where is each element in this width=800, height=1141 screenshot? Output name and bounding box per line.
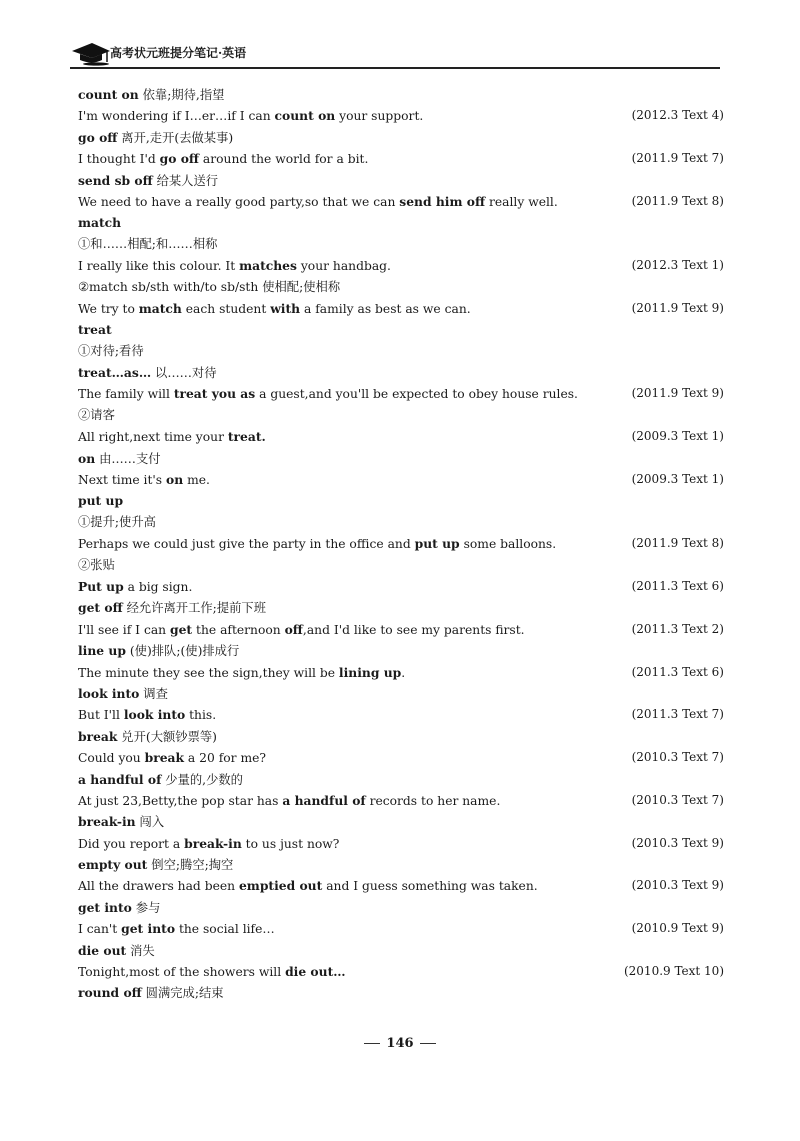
headword-term: ②match sb/sth with/to sb/sth bbox=[78, 279, 259, 294]
source-citation: (2011.9 Text 8) bbox=[631, 193, 724, 208]
source-citation: (2011.9 Text 9) bbox=[631, 386, 724, 401]
example-keyword: break-in bbox=[184, 835, 242, 851]
chinese-gloss: 给某人送行 bbox=[152, 173, 219, 188]
entry-headword bbox=[78, 127, 728, 148]
header-title: 高考状元班提分笔记·英语 bbox=[110, 46, 247, 60]
entry-list bbox=[78, 84, 728, 1004]
headword-term: treat bbox=[78, 322, 112, 338]
headword-term: die out bbox=[78, 942, 127, 958]
example-text: a guest,and you'll be expected to obey house rules. bbox=[255, 387, 578, 402]
entry-headword bbox=[78, 683, 728, 704]
example-text: . bbox=[401, 665, 406, 680]
example-text: the afternoon bbox=[192, 622, 285, 637]
example-sentence bbox=[78, 576, 728, 597]
example-keyword: matches bbox=[239, 258, 297, 274]
chinese-gloss: 兑开(大额钞票等) bbox=[117, 729, 217, 744]
headword-term: a handful of bbox=[78, 771, 162, 787]
headword-term: count on bbox=[78, 87, 139, 102]
example-text: I really like this colour. It bbox=[78, 259, 240, 274]
example-text: and I guess something was taken. bbox=[322, 879, 538, 894]
example-sentence bbox=[78, 833, 728, 854]
headword-term: put up bbox=[78, 493, 124, 509]
entry-headword bbox=[78, 84, 728, 105]
headword-term: on bbox=[78, 450, 96, 466]
source-citation: (2009.3 Text 1) bbox=[631, 472, 724, 487]
headword-term: break bbox=[78, 728, 118, 744]
source-citation: (2010.9 Text 10) bbox=[623, 964, 724, 979]
source-citation: (2011.9 Text 7) bbox=[631, 151, 724, 166]
example-text: this. bbox=[185, 708, 217, 723]
headword-term: get into bbox=[78, 899, 132, 915]
example-sentence bbox=[78, 918, 728, 939]
source-citation: (2011.9 Text 8) bbox=[631, 536, 724, 551]
example-text: Perhaps we could just give the party in the office and bbox=[78, 537, 415, 552]
source-citation: (2010.3 Text 7) bbox=[631, 750, 724, 765]
example-sentence bbox=[78, 533, 728, 554]
example-sentence bbox=[78, 747, 728, 768]
headword-term: get off bbox=[78, 600, 123, 616]
chinese-gloss: ①提升;使升高 bbox=[78, 514, 156, 529]
entry-sense bbox=[78, 512, 728, 533]
entry-headword bbox=[78, 640, 728, 661]
example-text: really well. bbox=[485, 194, 558, 209]
example-text: your handbag. bbox=[296, 259, 391, 274]
chinese-gloss: 消失 bbox=[126, 943, 155, 958]
example-keyword: a handful of bbox=[282, 792, 366, 808]
example-text: I'll see if I can bbox=[78, 622, 170, 637]
entry-headword bbox=[78, 490, 728, 511]
example-keyword: count on bbox=[274, 108, 336, 124]
entry-headword bbox=[78, 811, 728, 832]
example-sentence bbox=[78, 426, 728, 447]
entry-headword bbox=[78, 940, 728, 961]
source-citation: (2011.3 Text 6) bbox=[631, 664, 724, 679]
example-text: We try to bbox=[78, 301, 139, 316]
example-sentence bbox=[78, 105, 728, 126]
dash-left bbox=[364, 1043, 380, 1044]
headword-term: go off bbox=[78, 129, 118, 145]
entry-headword bbox=[78, 897, 728, 918]
example-text: the social life… bbox=[175, 922, 275, 937]
source-citation: (2009.3 Text 1) bbox=[631, 429, 724, 444]
example-text: records to her name. bbox=[365, 793, 501, 808]
chinese-gloss: 少量的,少数的 bbox=[161, 772, 243, 787]
chinese-gloss: 倒空;腾空;掏空 bbox=[147, 858, 234, 873]
example-text: I can't bbox=[78, 922, 122, 937]
chinese-gloss: 经允许离开工作;提前下班 bbox=[122, 601, 267, 616]
chinese-gloss: 以……对待 bbox=[151, 366, 217, 381]
example-keyword: go off bbox=[159, 151, 200, 167]
page-number: 146 bbox=[386, 1036, 414, 1051]
example-keyword: lining up bbox=[338, 664, 402, 680]
example-keyword: emptied out bbox=[238, 878, 323, 894]
headword-term: empty out bbox=[78, 857, 148, 873]
example-text: me. bbox=[183, 473, 210, 488]
example-sentence bbox=[78, 875, 728, 896]
example-keyword: Put up bbox=[78, 578, 124, 594]
example-sentence bbox=[78, 383, 728, 404]
example-keyword: get into bbox=[121, 921, 176, 937]
source-citation: (2010.9 Text 9) bbox=[631, 921, 724, 936]
example-text: Did you report a bbox=[78, 836, 185, 851]
entry-sense bbox=[78, 405, 728, 426]
entry-sense bbox=[78, 341, 728, 362]
headword-term: look into bbox=[78, 685, 140, 701]
chinese-gloss: 调查 bbox=[139, 686, 168, 701]
dash-right bbox=[420, 1043, 436, 1044]
chinese-gloss: 参与 bbox=[131, 900, 161, 915]
chinese-gloss: ②请客 bbox=[78, 407, 115, 422]
entry-sense bbox=[78, 277, 728, 298]
example-keyword: treat. bbox=[227, 429, 266, 445]
example-text: Tonight,most of the showers will bbox=[78, 965, 286, 980]
example-text: Next time it's bbox=[78, 473, 167, 488]
example-text: Could you bbox=[78, 751, 145, 766]
headword-term: line up bbox=[78, 643, 126, 659]
example-sentence bbox=[78, 148, 728, 169]
example-sentence bbox=[78, 790, 728, 811]
headword-term: match bbox=[78, 215, 122, 231]
entry-sense bbox=[78, 234, 728, 255]
source-citation: (2010.3 Text 9) bbox=[631, 878, 724, 893]
source-citation: (2010.3 Text 9) bbox=[631, 835, 724, 850]
example-text: a family as best as we can. bbox=[300, 301, 471, 316]
example-text: ,and I'd like to see my parents first. bbox=[302, 622, 525, 637]
header-rule bbox=[70, 67, 720, 69]
example-keyword: look into bbox=[123, 707, 186, 723]
example-sentence bbox=[78, 619, 728, 640]
example-text: some balloons. bbox=[459, 537, 557, 552]
example-keyword: match bbox=[138, 300, 182, 316]
source-citation: (2011.9 Text 9) bbox=[631, 300, 724, 315]
chinese-gloss: 依靠;期待,指望 bbox=[138, 88, 225, 102]
page-header bbox=[70, 36, 720, 70]
chinese-gloss: ①对待;看待 bbox=[78, 343, 144, 358]
example-text: But I'll bbox=[78, 708, 124, 723]
chinese-gloss: 使相配;使相称 bbox=[258, 279, 341, 294]
source-citation: (2012.3 Text 1) bbox=[631, 258, 724, 273]
source-citation: (2011.3 Text 7) bbox=[631, 707, 724, 722]
example-text: a big sign. bbox=[123, 579, 193, 594]
example-text: around the world for a bit. bbox=[199, 152, 369, 167]
chinese-gloss: 闯入 bbox=[135, 815, 165, 830]
chinese-gloss: ②张贴 bbox=[78, 557, 115, 572]
example-sentence bbox=[78, 662, 728, 683]
page-number-footer bbox=[0, 1036, 800, 1051]
example-keyword: get bbox=[170, 621, 193, 637]
example-keyword: die out… bbox=[285, 964, 346, 980]
chinese-gloss: 离开,走开(去做某事) bbox=[117, 130, 234, 145]
example-text: I'm wondering if I…er…if I can bbox=[78, 109, 275, 124]
entry-headword bbox=[78, 597, 728, 618]
example-sentence bbox=[78, 298, 728, 319]
entry-headword bbox=[78, 170, 728, 191]
graduation-cap-icon bbox=[70, 40, 110, 66]
example-sentence bbox=[78, 255, 728, 276]
headword-term: break-in bbox=[78, 814, 136, 830]
example-keyword: off bbox=[284, 621, 303, 637]
source-citation: (2011.3 Text 2) bbox=[631, 621, 724, 636]
entry-headword bbox=[78, 982, 728, 1003]
chinese-gloss: 圆满完成;结束 bbox=[141, 986, 224, 1001]
headword-term: round off bbox=[78, 985, 142, 1001]
example-text: At just 23,Betty,the pop star has bbox=[78, 793, 283, 808]
entry-headword bbox=[78, 726, 728, 747]
headword-term: send sb off bbox=[78, 172, 153, 188]
example-text: each student bbox=[181, 301, 271, 316]
example-text: your support. bbox=[335, 109, 424, 124]
example-text: We need to have a really good party,so that we can bbox=[78, 194, 400, 209]
entry-headword bbox=[78, 362, 728, 383]
source-citation: (2011.3 Text 6) bbox=[631, 578, 724, 593]
example-sentence bbox=[78, 469, 728, 490]
entry-headword bbox=[78, 769, 728, 790]
example-sentence bbox=[78, 191, 728, 212]
entry-headword bbox=[78, 448, 728, 469]
example-keyword: on bbox=[166, 472, 184, 488]
example-keyword: break bbox=[144, 750, 185, 766]
example-text: to us just now? bbox=[241, 836, 340, 851]
example-keyword: put up bbox=[414, 536, 460, 552]
headword-term: treat…as… bbox=[78, 365, 152, 381]
example-keyword: with bbox=[270, 300, 301, 316]
source-citation: (2010.3 Text 7) bbox=[631, 792, 724, 807]
example-text: The minute they see the sign,they will be bbox=[78, 665, 339, 680]
entry-headword bbox=[78, 854, 728, 875]
example-text: I thought I'd bbox=[78, 152, 160, 167]
example-text: The family will bbox=[78, 387, 174, 402]
chinese-gloss: (使)排队;(使)排成行 bbox=[125, 644, 240, 659]
entry-sense bbox=[78, 555, 728, 576]
example-text: All the drawers had been bbox=[78, 879, 239, 894]
example-text: All right,next time your bbox=[78, 430, 228, 445]
chinese-gloss: ①和……相配;和……相称 bbox=[78, 236, 218, 251]
example-sentence bbox=[78, 704, 728, 725]
chinese-gloss: 由……支付 bbox=[95, 451, 161, 466]
source-citation: (2012.3 Text 4) bbox=[631, 108, 724, 123]
example-keyword: send him off bbox=[399, 193, 486, 209]
entry-headword bbox=[78, 212, 728, 233]
example-sentence bbox=[78, 961, 728, 982]
entry-headword bbox=[78, 319, 728, 340]
example-text: a 20 for me? bbox=[184, 751, 266, 766]
example-keyword: treat you as bbox=[173, 386, 256, 402]
